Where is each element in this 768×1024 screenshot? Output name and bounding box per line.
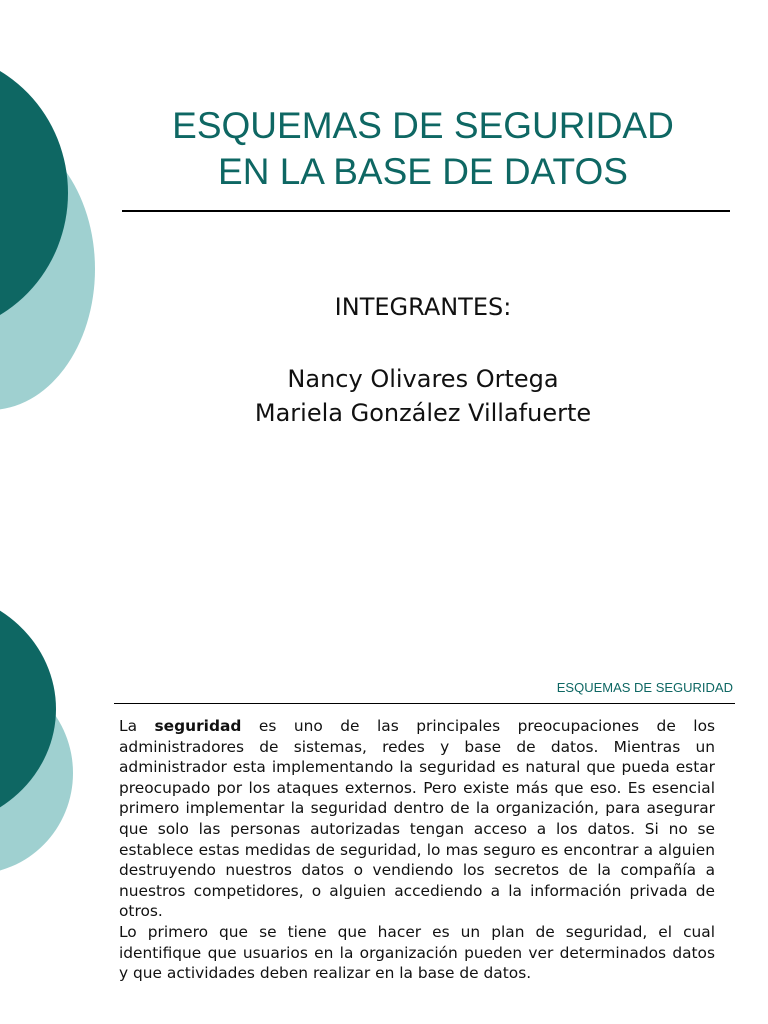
paragraph-2: Lo primero que se tiene que hacer es un plan de seguridad, el cual identifique que usuarios en la organización pueden ver determinados datos y que actividades deben realizar en la base de datos. xyxy=(119,922,715,983)
title-line-1: ESQUEMAS DE SEGURIDAD xyxy=(172,105,674,146)
header-divider xyxy=(114,703,735,704)
slide-header: ESQUEMAS DE SEGURIDAD xyxy=(556,680,733,695)
title-divider xyxy=(122,210,730,212)
paragraph-1-bold: seguridad xyxy=(154,717,242,735)
integrantes-label: INTEGRANTES: xyxy=(334,293,512,321)
paragraph-1 xyxy=(119,716,715,922)
slide-content xyxy=(0,512,768,1024)
title-line-2: EN LA BASE DE DATOS xyxy=(218,151,628,192)
paragraph-1-rest: es uno de las principales preocupaciones de los administradores de sistemas, redes y base de datos. Mientras un administrador esta implementando la seguridad es natural que pueda estar preocupado por los ataques externos. Pero existe más que eso. Es esencial primero implementar la seguridad dentro de la organización, para asegurar que solo las personas autorizadas tengan acceso a los datos. Si no se establece estas medidas de seguridad, lo mas seguro es encontrar a alguien destruyendo nuestros datos o vendiendo los secretos de la compañía a nuestros competidores, o alguien accediendo a la información privada de otros. xyxy=(119,717,715,921)
member-name: Mariela González Villafuerte xyxy=(254,399,592,427)
slide-title-heading xyxy=(118,103,728,195)
paragraph-1-lead: La xyxy=(119,717,155,735)
member-name: Nancy Olivares Ortega xyxy=(287,365,559,393)
slide-body xyxy=(119,716,715,984)
